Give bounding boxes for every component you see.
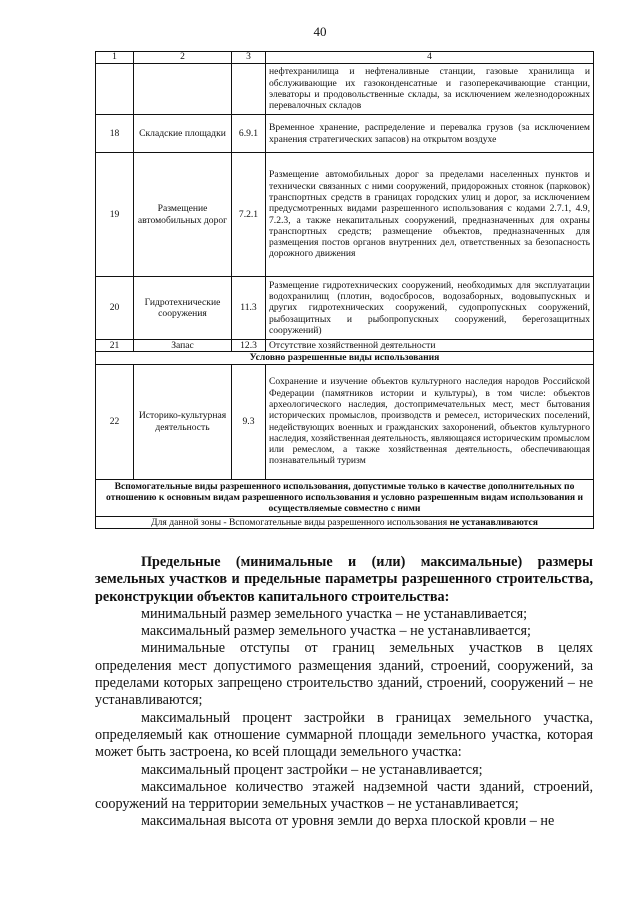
table-row	[96, 64, 594, 115]
paragraph: максимальный процент застройки в границах земельного участка, определяемый как отношение суммарной площади земельного участка, которая может быть застроена, ко всей площади земельного участка:	[95, 709, 593, 761]
cell-name: Запас	[134, 340, 232, 352]
cell-desc: Отсутствие хозяйственной деятельности	[266, 340, 594, 352]
note-bold-text: не устанавливаются	[449, 516, 538, 528]
aux-title: Вспомогательные виды разрешенного использования, допустимые только в качестве дополнительных по отношению к основным видам разрешенного использования и условно разрешенным видам использования и осуществляемые совместно с ними	[96, 479, 594, 516]
cell-num: 21	[96, 340, 134, 352]
cell-name: Историко-культурная деятельность	[134, 364, 232, 479]
note-text: Для данной зоны - Вспомогательные виды разрешенного использования	[151, 516, 450, 528]
cell-code	[232, 64, 266, 115]
cell-desc: нефтехранилища и нефтеналивные станции, газовые хранилища и обслуживающие их газоконденсатные и газоперекачивающие станции, элеваторы и продовольственные склады, за исключением железнодорожных перевалочных складов	[266, 64, 594, 115]
table-row	[96, 153, 594, 277]
cell-desc: Размещение гидротехнических сооружений, необходимых для эксплуатации водохранилищ (плотин, водосбросов, водозаборных, водовыпускных и других гидротехнических сооружений, судопропускных сооружений, рыбозащитных и рыбопропускных сооружений, берегозащитных сооружений)	[266, 277, 594, 340]
body-text	[95, 554, 593, 831]
table-row	[96, 364, 594, 479]
col-header: 1	[96, 52, 134, 64]
table-row	[96, 340, 594, 352]
cell-desc: Сохранение и изучение объектов культурного наследия народов Российской Федерации (памятников истории и культуры), в том числе: объектов археологического наследия, достопримечательных мест, мест бытования исторических промыслов, производств и ремесел, исторических поселений, недействующих военных и гражданских захоронений, объектов культурного наследия, хозяйственная деятельность, являющаяся историческим промыслом или ремеслом, а также хозяйственная деятельность, обеспечивающая познавательный туризм	[266, 364, 594, 479]
section-title-row	[96, 352, 594, 364]
cell-name: Гидротехнические сооружения	[134, 277, 232, 340]
section-title: Условно разрешенные виды использования	[96, 352, 594, 364]
section-heading: Предельные (минимальные и (или) максимальные) размеры земельных участков и предельные параметры разрешенного строительства, реконструкции объектов капитального строительства:	[95, 554, 593, 605]
paragraph: минимальные отступы от границ земельных участков в целях определения мест допустимого размещения зданий, строений, сооружений, за пределами которых запрещено строительство зданий, строений, сооружений – не устанавливаются;	[95, 640, 593, 709]
cell-code: 11.3	[232, 277, 266, 340]
cell-code: 6.9.1	[232, 115, 266, 153]
paragraph: максимальный процент застройки – не устанавливается;	[141, 761, 483, 778]
cell-num: 18	[96, 115, 134, 153]
table-header-row	[96, 52, 594, 64]
cell-code: 12.3	[232, 340, 266, 352]
cell-num	[96, 64, 134, 115]
col-header: 2	[134, 52, 232, 64]
cell-desc: Временное хранение, распределение и перевалка грузов (за исключением хранения стратегических запасов) на открытом воздухе	[266, 115, 594, 153]
cell-num: 19	[96, 153, 134, 277]
cell-desc: Размещение автомобильных дорог за пределами населенных пунктов и технически связанных с ними сооружений, придорожных стоянок (парковок) транспортных средств в границах городских улиц и дорог, за исключением предусмотренных видами разрешенного использования с кодами 2.7.1, 4.9, 7.2.3, а также некапитальных сооружений, предназначенных для охраны транспортных средств; размещение объектов, предназначенных для размещения постов органов внутренних дел, ответственных за безопасность дорожного движения	[266, 153, 594, 277]
col-header: 3	[232, 52, 266, 64]
paragraph: максимальный размер земельного участка – не устанавливается;	[141, 623, 531, 640]
zone-note	[96, 516, 594, 528]
paragraph: максимальное количество этажей надземной части зданий, строений, сооружений на территории земельных участков – не устанавливается;	[95, 778, 593, 813]
land-use-table	[95, 51, 594, 529]
cell-code: 9.3	[232, 364, 266, 479]
paragraph: максимальная высота от уровня земли до верха плоской кровли – не	[141, 813, 555, 830]
aux-title-row	[96, 479, 594, 516]
cell-name	[134, 64, 232, 115]
table-row	[96, 277, 594, 340]
cell-name: Размещение автомобильных дорог	[134, 153, 232, 277]
page-number: 40	[313, 24, 327, 39]
paragraph: минимальный размер земельного участка – не устанавливается;	[141, 605, 528, 622]
col-header: 4	[266, 52, 594, 64]
table-row	[96, 115, 594, 153]
cell-num: 22	[96, 364, 134, 479]
cell-num: 20	[96, 277, 134, 340]
note-row	[96, 516, 594, 528]
cell-code: 7.2.1	[232, 153, 266, 277]
cell-name: Складские площадки	[134, 115, 232, 153]
